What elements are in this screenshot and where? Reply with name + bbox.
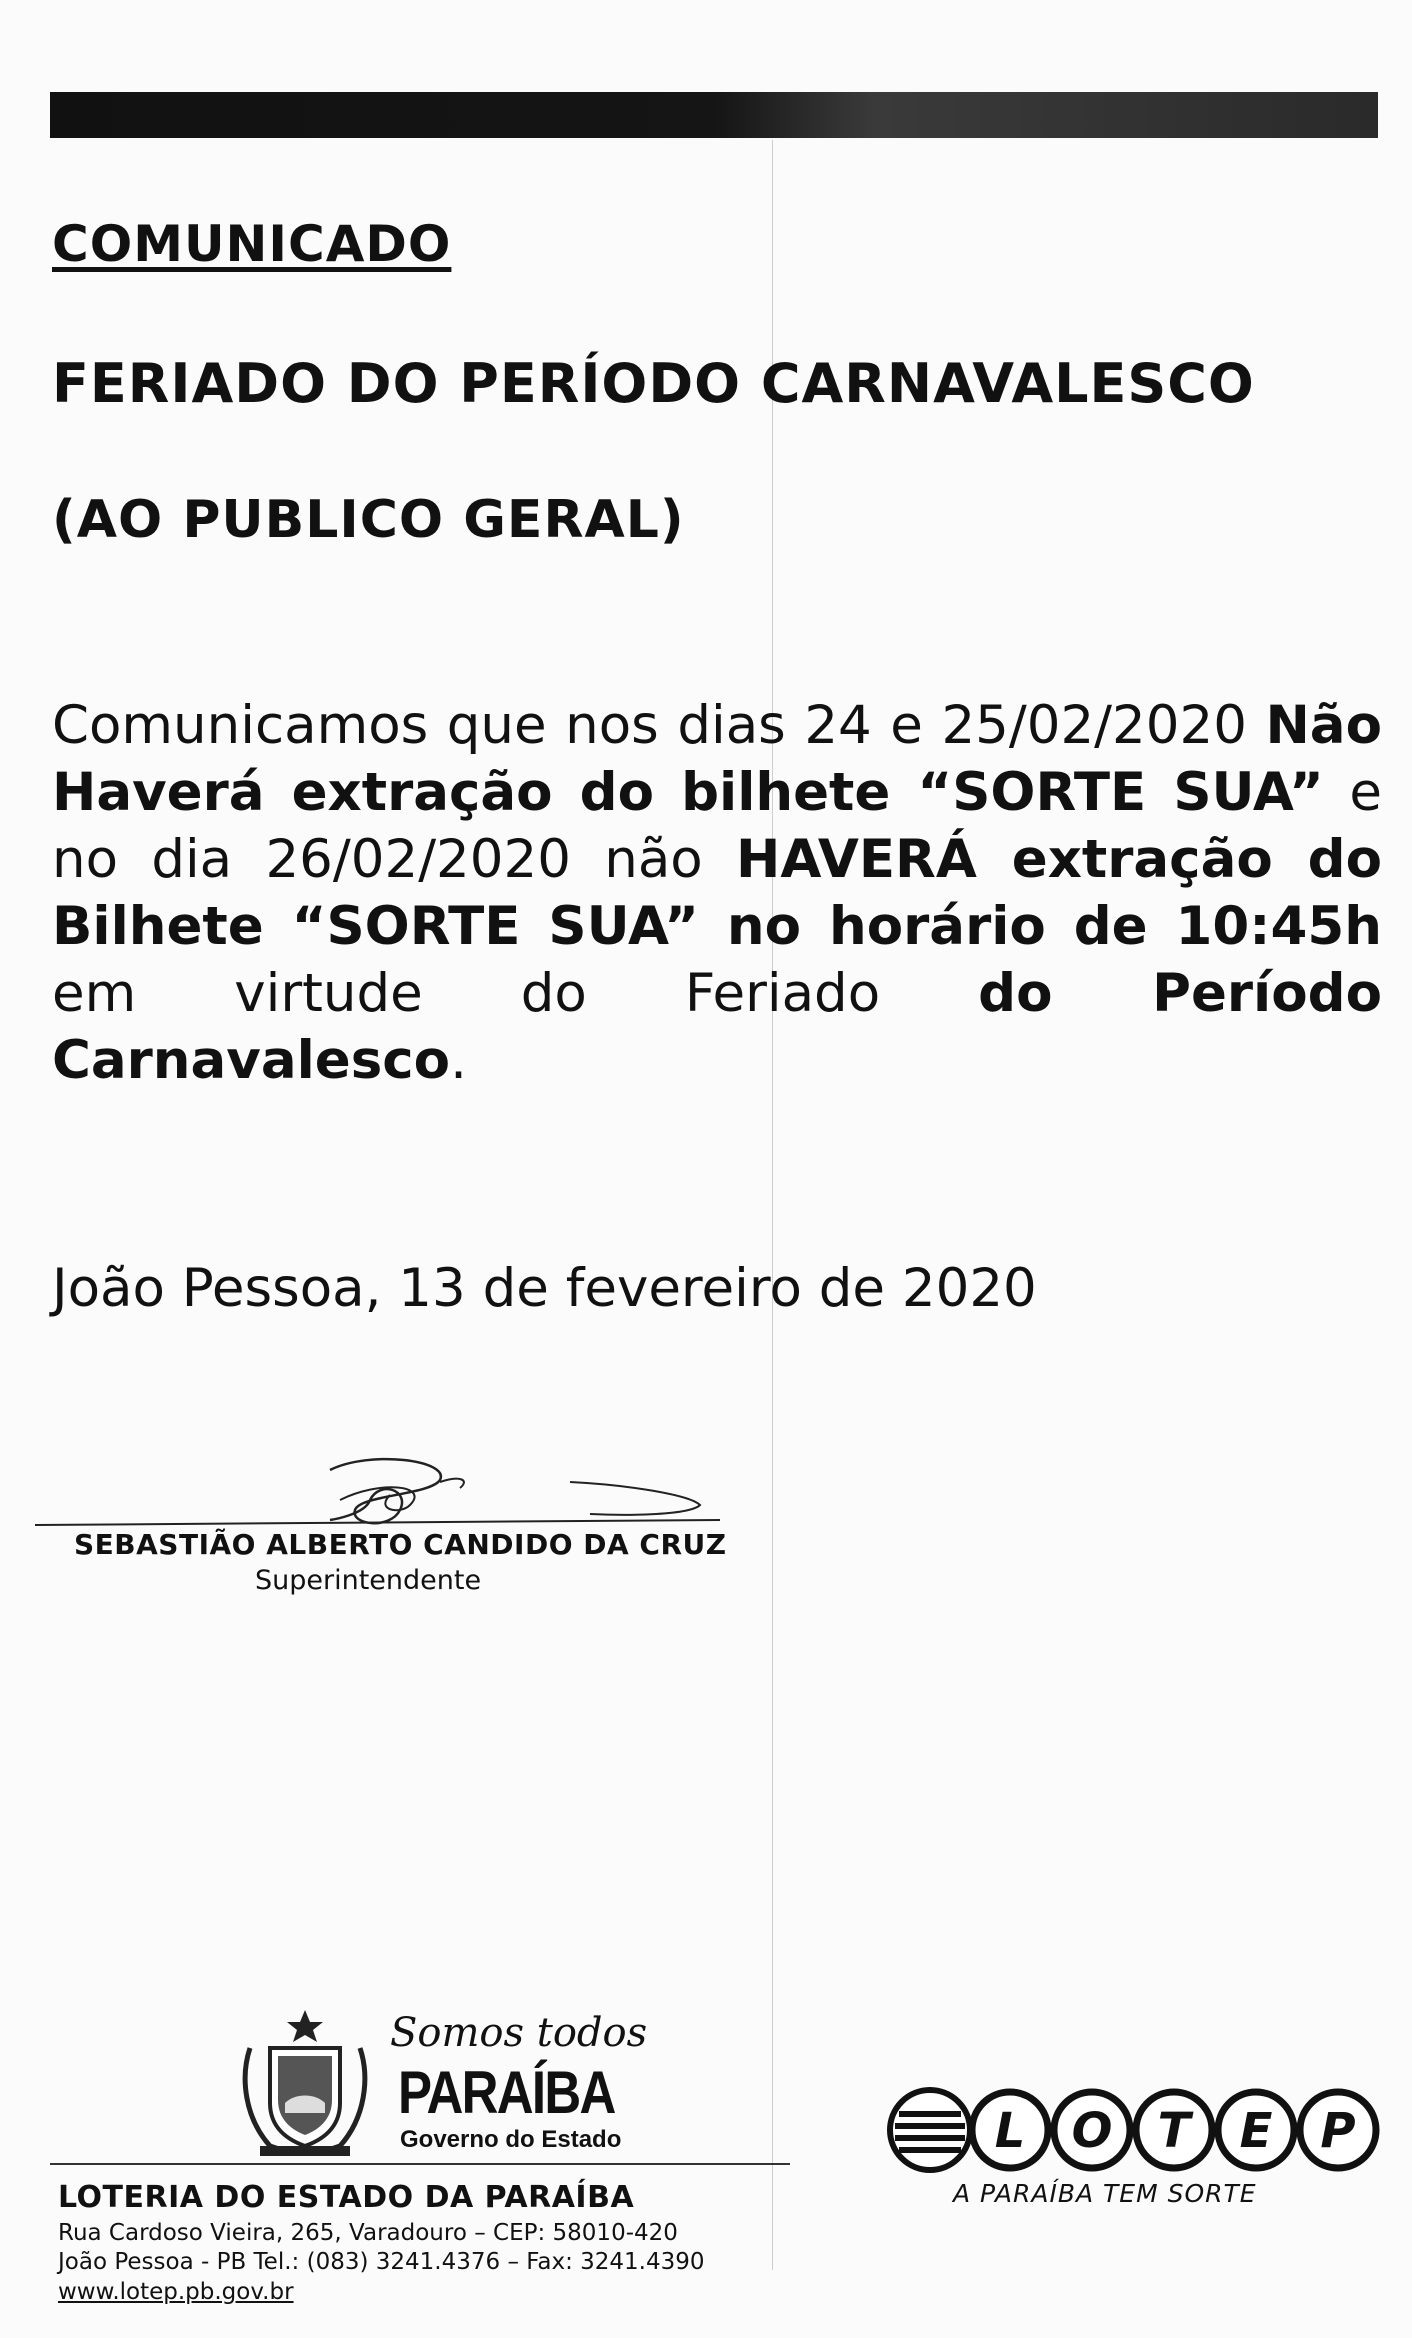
body-end: . bbox=[450, 1030, 467, 1091]
lotep-letter: L bbox=[994, 2103, 1026, 2159]
body-bold-3: do Período Carnavalesco bbox=[52, 963, 1382, 1091]
body-text-2: e no dia 26/02/2020 não bbox=[52, 762, 1382, 890]
announcement-body bbox=[52, 692, 1382, 1094]
state-crest-icon bbox=[230, 2008, 380, 2158]
signatory-name: SEBASTIÃO ALBERTO CANDIDO DA CRUZ bbox=[74, 1528, 727, 1561]
gov-subtitle: Governo do Estado bbox=[400, 2126, 622, 2153]
lotep-letter: P bbox=[1320, 2103, 1356, 2159]
government-logo bbox=[230, 2008, 648, 2158]
lotep-tagline: A PARAÍBA TEM SORTE bbox=[953, 2179, 1257, 2208]
gov-slogan: Somos todos bbox=[390, 2010, 648, 2056]
audience-label: (AO PUBLICO GERAL) bbox=[52, 490, 685, 550]
gov-state-name: PARAÍBA bbox=[398, 2059, 615, 2126]
footer-phone: João Pessoa - PB Tel.: (083) 3241.4376 – Fax: 3241.4390 bbox=[58, 2249, 705, 2275]
footer-org-name: LOTERIA DO ESTADO DA PARAÍBA bbox=[58, 2180, 635, 2215]
paper-fold-line bbox=[772, 140, 773, 2270]
signatory-role: Superintendente bbox=[255, 1565, 482, 1596]
header-bar bbox=[50, 92, 1378, 138]
lotep-letter: O bbox=[1071, 2103, 1113, 2159]
lotep-letter: T bbox=[1157, 2103, 1191, 2159]
document-title: COMUNICADO bbox=[52, 215, 452, 273]
handwritten-signature bbox=[30, 1440, 730, 1540]
footer-address: Rua Cardoso Vieira, 265, Varadouro – CEP: 58010-420 bbox=[58, 2220, 678, 2246]
lotep-logo bbox=[885, 2085, 1385, 2215]
footer-divider bbox=[50, 2163, 790, 2165]
body-text-3: em virtude do Feriado bbox=[52, 963, 979, 1024]
body-bold-1: Não Haverá extração do bilhete “SORTE SUA” bbox=[52, 695, 1382, 823]
footer-website-link[interactable]: www.lotep.pb.gov.br bbox=[58, 2279, 294, 2305]
body-text-1: Comunicamos que nos dias 24 e 25/02/2020 bbox=[52, 695, 1266, 756]
place-date: João Pessoa, 13 de fevereiro de 2020 bbox=[52, 1258, 1037, 1319]
lotep-letter: E bbox=[1239, 2103, 1273, 2159]
lotep-emblem-icon bbox=[885, 2085, 1385, 2175]
body-bold-2: HAVERÁ extração do Bilhete “SORTE SUA” no horário de 10:45h bbox=[52, 829, 1382, 957]
document-subtitle: FERIADO DO PERÍODO CARNAVALESCO bbox=[52, 352, 1255, 415]
